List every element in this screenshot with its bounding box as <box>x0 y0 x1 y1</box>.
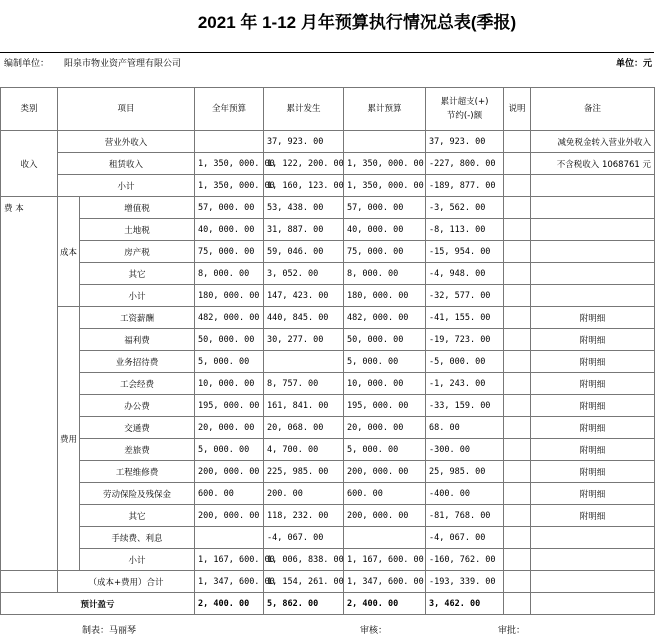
note-cell <box>504 197 531 219</box>
item-cell: 土地税 <box>80 219 195 241</box>
annual-budget-cell: 1, 350, 000. 00 <box>195 153 264 175</box>
variance-cell: -400. 00 <box>426 483 504 505</box>
item-cell: 增值税 <box>80 197 195 219</box>
note-cell <box>504 307 531 329</box>
group-cost-fee: 费 本 <box>1 197 58 571</box>
variance-cell: -41, 155. 00 <box>426 307 504 329</box>
note-cell <box>504 439 531 461</box>
accumulated-actual-cell: 1, 122, 200. 00 <box>264 153 344 175</box>
variance-cell: -33, 159. 00 <box>426 395 504 417</box>
header-note: 说明 <box>504 88 531 131</box>
accumulated-actual-cell: 30, 277. 00 <box>264 329 344 351</box>
accumulated-budget-cell: 200, 000. 00 <box>344 505 426 527</box>
reviewed-by: 审核： <box>360 626 388 636</box>
annual-budget-cell: 20, 000. 00 <box>195 417 264 439</box>
remark-cell <box>531 285 655 307</box>
note-cell <box>504 461 531 483</box>
report-title: 2021 年 1-12 月年预算执行情况总表(季报) <box>197 13 517 32</box>
annual-budget-cell: 75, 000. 00 <box>195 241 264 263</box>
annual-budget-cell: 200, 000. 00 <box>195 461 264 483</box>
table-row <box>1 285 655 307</box>
annual-budget-cell: 200, 000. 00 <box>195 505 264 527</box>
accumulated-actual-cell: 8, 757. 00 <box>264 373 344 395</box>
note-cell <box>504 351 531 373</box>
remark-cell: 附明细 <box>531 417 655 439</box>
table-row <box>1 483 655 505</box>
empty-category-cell <box>1 571 58 593</box>
accumulated-actual-cell: 118, 232. 00 <box>264 505 344 527</box>
item-cell: 办公费 <box>80 395 195 417</box>
accumulated-budget-cell <box>344 527 426 549</box>
table-row <box>1 131 655 153</box>
table-row <box>1 175 655 197</box>
item-cell: 工会经费 <box>80 373 195 395</box>
approved-by: 审批： <box>498 626 526 636</box>
accumulated-actual-cell: 1, 006, 838. 00 <box>264 549 344 571</box>
variance-cell: 68. 00 <box>426 417 504 439</box>
table-row <box>1 549 655 571</box>
remark-cell: 附明细 <box>531 351 655 373</box>
variance-cell: -4, 067. 00 <box>426 527 504 549</box>
header-variance-line2: 节约(-)额 <box>446 111 483 121</box>
remark-cell <box>531 241 655 263</box>
accumulated-budget-cell: 2, 400. 00 <box>344 593 426 615</box>
accumulated-actual-cell: 5, 862. 00 <box>264 593 344 615</box>
accumulated-actual-cell: 53, 438. 00 <box>264 197 344 219</box>
annual-budget-cell: 195, 000. 00 <box>195 395 264 417</box>
variance-cell: -81, 768. 00 <box>426 505 504 527</box>
table-row <box>1 153 655 175</box>
remark-cell: 减免税金转入营业外收入 <box>531 131 655 153</box>
variance-cell: -19, 723. 00 <box>426 329 504 351</box>
prepared-by: 制表：马丽琴 <box>82 626 137 636</box>
note-cell <box>504 395 531 417</box>
group-expense: 费用 <box>58 307 80 571</box>
table-row <box>1 241 655 263</box>
accumulated-budget-cell: 20, 000. 00 <box>344 417 426 439</box>
table-row <box>1 505 655 527</box>
accumulated-actual-cell: 161, 841. 00 <box>264 395 344 417</box>
table-row <box>1 307 655 329</box>
accumulated-budget-cell: 5, 000. 00 <box>344 351 426 373</box>
annual-budget-cell: 5, 000. 00 <box>195 439 264 461</box>
accumulated-budget-cell: 180, 000. 00 <box>344 285 426 307</box>
note-cell <box>504 483 531 505</box>
item-cell: 营业外收入 <box>58 131 195 153</box>
annual-budget-cell: 40, 000. 00 <box>195 219 264 241</box>
item-cell: 工程维修费 <box>80 461 195 483</box>
note-cell <box>504 285 531 307</box>
item-cell: 业务招待费 <box>80 351 195 373</box>
header-remark: 备注 <box>531 88 655 131</box>
item-cell: 小计 <box>80 549 195 571</box>
note-cell <box>504 241 531 263</box>
variance-cell: -8, 113. 00 <box>426 219 504 241</box>
note-cell <box>504 593 531 615</box>
remark-cell <box>531 219 655 241</box>
table-row-profit <box>1 593 655 615</box>
accumulated-actual-cell: 20, 068. 00 <box>264 417 344 439</box>
header-item: 项目 <box>58 88 195 131</box>
variance-cell: 25, 985. 00 <box>426 461 504 483</box>
remark-cell: 附明细 <box>531 307 655 329</box>
item-cell: 劳动保险及残保金 <box>80 483 195 505</box>
item-cell: 其它 <box>80 505 195 527</box>
note-cell <box>504 131 531 153</box>
remark-cell <box>531 571 655 593</box>
annual-budget-cell: 50, 000. 00 <box>195 329 264 351</box>
table-row <box>1 373 655 395</box>
accumulated-actual-cell: 4, 700. 00 <box>264 439 344 461</box>
accumulated-budget-cell: 40, 000. 00 <box>344 219 426 241</box>
currency-unit-label: 单位：元 <box>615 59 652 69</box>
budget-table <box>0 87 655 615</box>
remark-cell: 不含税收入 1068761 元 <box>531 153 655 175</box>
variance-cell: -5, 000. 00 <box>426 351 504 373</box>
table-row <box>1 439 655 461</box>
annual-budget-cell: 180, 000. 00 <box>195 285 264 307</box>
table-row <box>1 461 655 483</box>
accumulated-budget-cell: 5, 000. 00 <box>344 439 426 461</box>
note-cell <box>504 417 531 439</box>
item-cell: 交通费 <box>80 417 195 439</box>
accumulated-actual-cell: 225, 985. 00 <box>264 461 344 483</box>
item-cell: 福利费 <box>80 329 195 351</box>
table-row-combined-total <box>1 571 655 593</box>
item-cell: 工资薪酬 <box>80 307 195 329</box>
remark-cell <box>531 263 655 285</box>
table-row <box>1 395 655 417</box>
accumulated-budget-cell: 8, 000. 00 <box>344 263 426 285</box>
note-cell <box>504 175 531 197</box>
remark-cell: 附明细 <box>531 329 655 351</box>
compiling-unit-value: 阳泉市物业资产管理有限公司 <box>64 59 182 69</box>
table-row <box>1 351 655 373</box>
note-cell <box>504 329 531 351</box>
note-cell <box>504 549 531 571</box>
group-cost: 成本 <box>58 197 80 307</box>
remark-cell <box>531 175 655 197</box>
accumulated-budget-cell: 75, 000. 00 <box>344 241 426 263</box>
annual-budget-cell: 5, 000. 00 <box>195 351 264 373</box>
accumulated-actual-cell: 1, 160, 123. 00 <box>264 175 344 197</box>
table-header-row <box>1 88 655 131</box>
item-cell: 手续费、利息 <box>80 527 195 549</box>
header-variance-line1: 累计超支(+) <box>440 97 489 107</box>
item-cell: 房产税 <box>80 241 195 263</box>
accumulated-budget-cell: 1, 347, 600. 00 <box>344 571 426 593</box>
variance-cell: -227, 800. 00 <box>426 153 504 175</box>
remark-cell: 附明细 <box>531 373 655 395</box>
item-cell: （成本+费用）合计 <box>58 571 195 593</box>
note-cell <box>504 373 531 395</box>
item-cell: 差旅费 <box>80 439 195 461</box>
variance-cell: 37, 923. 00 <box>426 131 504 153</box>
item-cell: 小计 <box>58 175 195 197</box>
annual-budget-cell <box>195 131 264 153</box>
header-accumulated-actual: 累计发生 <box>264 88 344 131</box>
accumulated-budget-cell: 1, 167, 600. 00 <box>344 549 426 571</box>
remark-cell <box>531 593 655 615</box>
variance-cell: 3, 462. 00 <box>426 593 504 615</box>
annual-budget-cell: 1, 347, 600. 00 <box>195 571 264 593</box>
accumulated-budget-cell: 57, 000. 00 <box>344 197 426 219</box>
accumulated-budget-cell: 1, 350, 000. 00 <box>344 153 426 175</box>
accumulated-budget-cell: 482, 000. 00 <box>344 307 426 329</box>
note-cell <box>504 527 531 549</box>
annual-budget-cell: 1, 167, 600. 00 <box>195 549 264 571</box>
annual-budget-cell: 2, 400. 00 <box>195 593 264 615</box>
table-row <box>1 197 655 219</box>
annual-budget-cell: 600. 00 <box>195 483 264 505</box>
annual-budget-cell: 482, 000. 00 <box>195 307 264 329</box>
accumulated-actual-cell: 59, 046. 00 <box>264 241 344 263</box>
remark-cell <box>531 527 655 549</box>
accumulated-budget-cell <box>344 131 426 153</box>
remark-cell: 附明细 <box>531 483 655 505</box>
item-cell: 其它 <box>80 263 195 285</box>
variance-cell: -3, 562. 00 <box>426 197 504 219</box>
annual-budget-cell <box>195 527 264 549</box>
annual-budget-cell: 8, 000. 00 <box>195 263 264 285</box>
variance-cell: -32, 577. 00 <box>426 285 504 307</box>
accumulated-actual-cell: 440, 845. 00 <box>264 307 344 329</box>
accumulated-actual-cell: 147, 423. 00 <box>264 285 344 307</box>
table-row <box>1 329 655 351</box>
note-cell <box>504 263 531 285</box>
table-row <box>1 417 655 439</box>
remark-cell: 附明细 <box>531 395 655 417</box>
table-row <box>1 219 655 241</box>
note-cell <box>504 505 531 527</box>
accumulated-actual-cell: 1, 154, 261. 00 <box>264 571 344 593</box>
remark-cell: 附明细 <box>531 439 655 461</box>
variance-cell: -193, 339. 00 <box>426 571 504 593</box>
table-row <box>1 527 655 549</box>
compiling-unit-label: 编制单位： <box>4 59 50 69</box>
variance-cell: -189, 877. 00 <box>426 175 504 197</box>
variance-cell: -300. 00 <box>426 439 504 461</box>
header-accumulated-budget: 累计预算 <box>344 88 426 131</box>
header-annual-budget: 全年预算 <box>195 88 264 131</box>
remark-cell: 附明细 <box>531 461 655 483</box>
table-row <box>1 263 655 285</box>
accumulated-budget-cell: 50, 000. 00 <box>344 329 426 351</box>
accumulated-actual-cell <box>264 351 344 373</box>
accumulated-actual-cell: 3, 052. 00 <box>264 263 344 285</box>
item-cell: 小计 <box>80 285 195 307</box>
accumulated-budget-cell: 1, 350, 000. 00 <box>344 175 426 197</box>
remark-cell <box>531 549 655 571</box>
accumulated-actual-cell: 31, 887. 00 <box>264 219 344 241</box>
accumulated-actual-cell: 200. 00 <box>264 483 344 505</box>
note-cell <box>504 153 531 175</box>
item-cell: 租赁收入 <box>58 153 195 175</box>
annual-budget-cell: 57, 000. 00 <box>195 197 264 219</box>
variance-cell: -1, 243. 00 <box>426 373 504 395</box>
header-variance <box>426 88 504 131</box>
remark-cell: 附明细 <box>531 505 655 527</box>
variance-cell: -4, 948. 00 <box>426 263 504 285</box>
variance-cell: -15, 954. 00 <box>426 241 504 263</box>
group-income: 收入 <box>1 131 58 197</box>
accumulated-budget-cell: 600. 00 <box>344 483 426 505</box>
variance-cell: -160, 762. 00 <box>426 549 504 571</box>
header-category: 类别 <box>1 88 58 131</box>
accumulated-budget-cell: 200, 000. 00 <box>344 461 426 483</box>
item-cell: 预计盈亏 <box>1 593 195 615</box>
note-cell <box>504 571 531 593</box>
note-cell <box>504 219 531 241</box>
accumulated-actual-cell: -4, 067. 00 <box>264 527 344 549</box>
accumulated-budget-cell: 195, 000. 00 <box>344 395 426 417</box>
annual-budget-cell: 10, 000. 00 <box>195 373 264 395</box>
meta-row <box>0 52 654 74</box>
accumulated-actual-cell: 37, 923. 00 <box>264 131 344 153</box>
accumulated-budget-cell: 10, 000. 00 <box>344 373 426 395</box>
signature-row <box>0 622 654 641</box>
remark-cell <box>531 197 655 219</box>
annual-budget-cell: 1, 350, 000. 00 <box>195 175 264 197</box>
